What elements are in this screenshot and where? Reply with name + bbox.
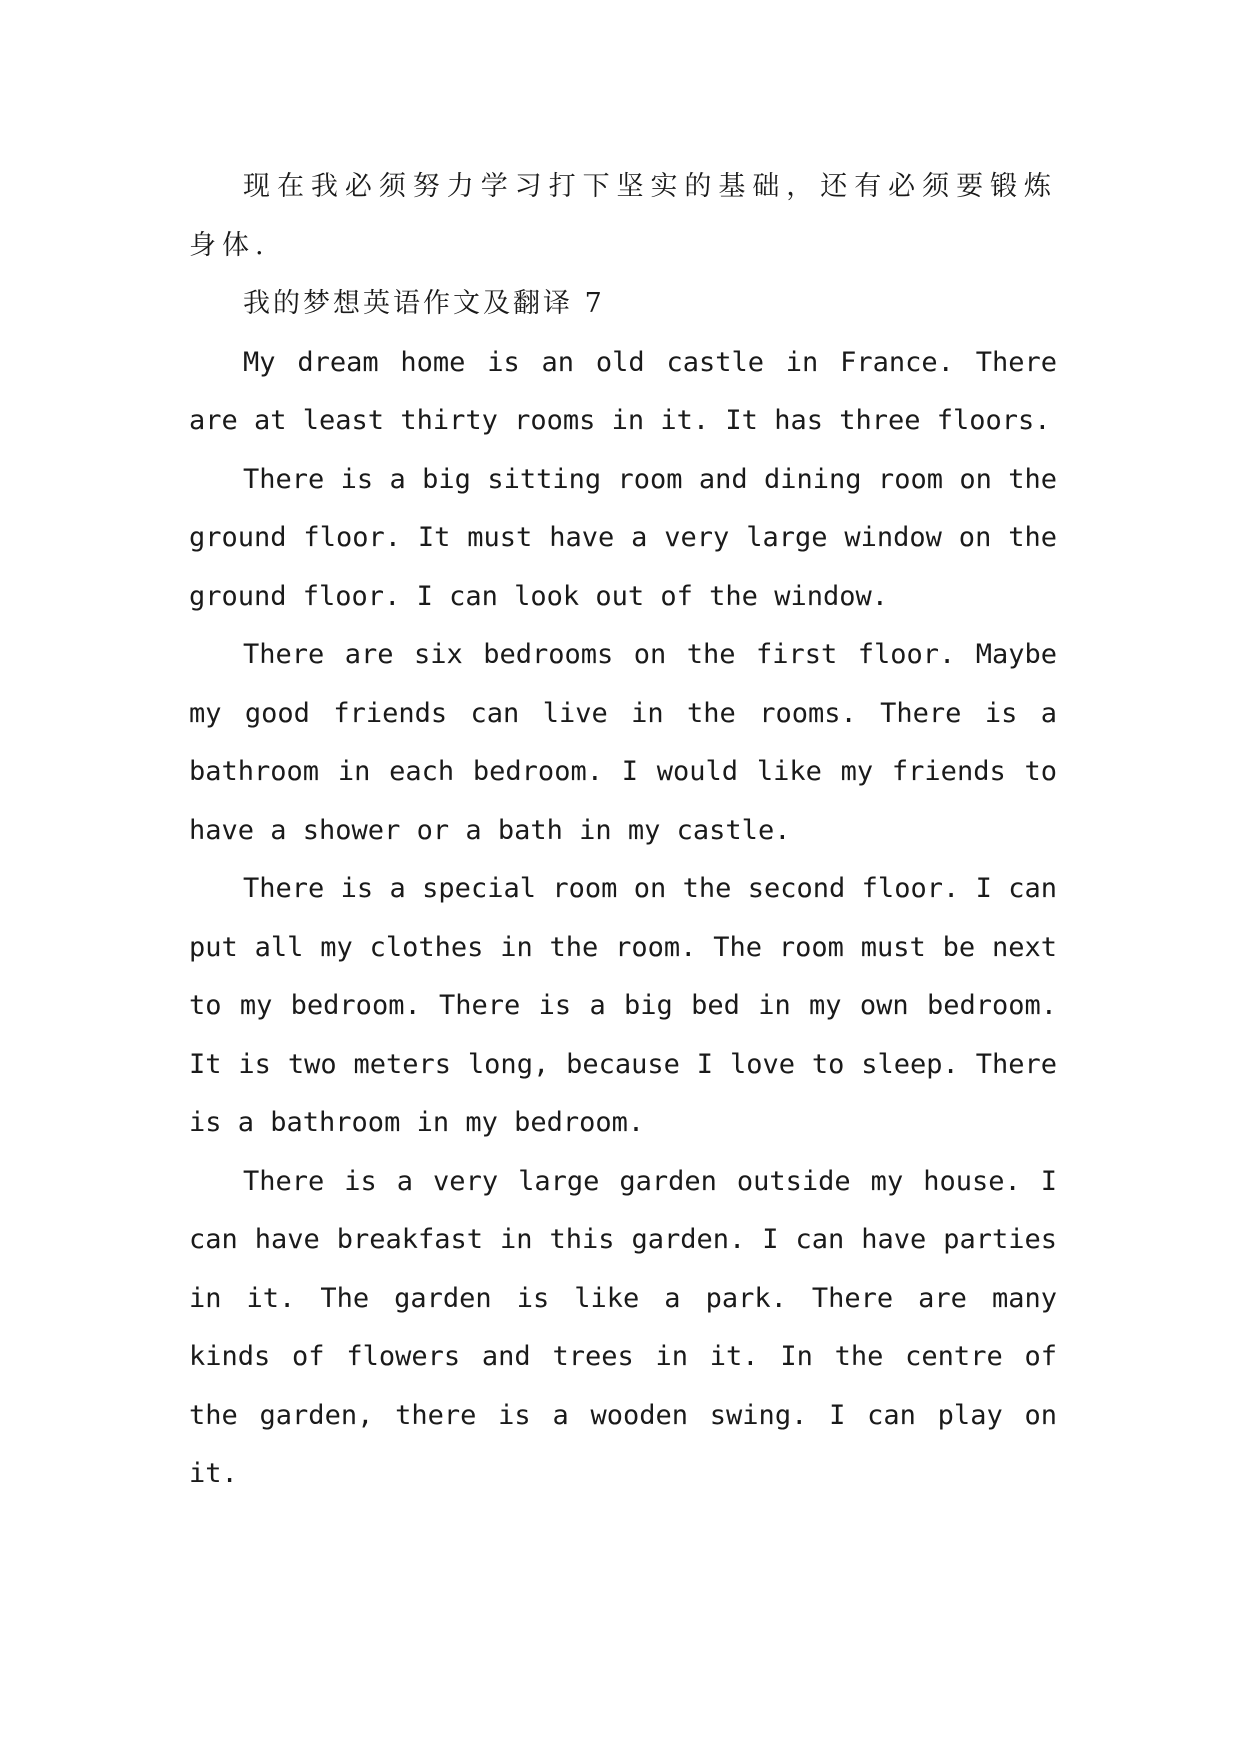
paragraph-study-foundation: 现在我必须努力学习打下坚实的基础，还有必须要锻炼身体. [189, 171, 1057, 261]
paragraph-ground-floor: There is a big sitting room and dining room on the ground floor. It must have a very large window on the ground floor. I can look out of the window. [189, 463, 1057, 612]
paragraph-first-floor: There are six bedrooms on the first floor. Maybe my good friends can live in the rooms. There is a bathroom in each bedroom. I would like my friends to have a shower or a bath in my castle. [189, 639, 1057, 846]
document-page [189, 158, 1057, 1504]
section-heading: 我的梦想英语作文及翻译 7 [243, 288, 605, 319]
paragraph-garden: There is a very large garden outside my house. I can have breakfast in this garden. I can have parties in it. The garden is like a park. There are many kinds of flowers and trees in it. In the centre of the garden, there is a wooden swing. I can play on it. [189, 1165, 1057, 1489]
paragraph-second-floor: There is a special room on the second floor. I can put all my clothes in the room. The room must be next to my bedroom. There is a big bed in my own bedroom. It is two meters long, because I love to sleep. There is a bathroom in my bedroom. [189, 873, 1057, 1138]
paragraph-dream-home: My dream home is an old castle in France. There are at least thirty rooms in it. It has three floors. [189, 346, 1057, 436]
